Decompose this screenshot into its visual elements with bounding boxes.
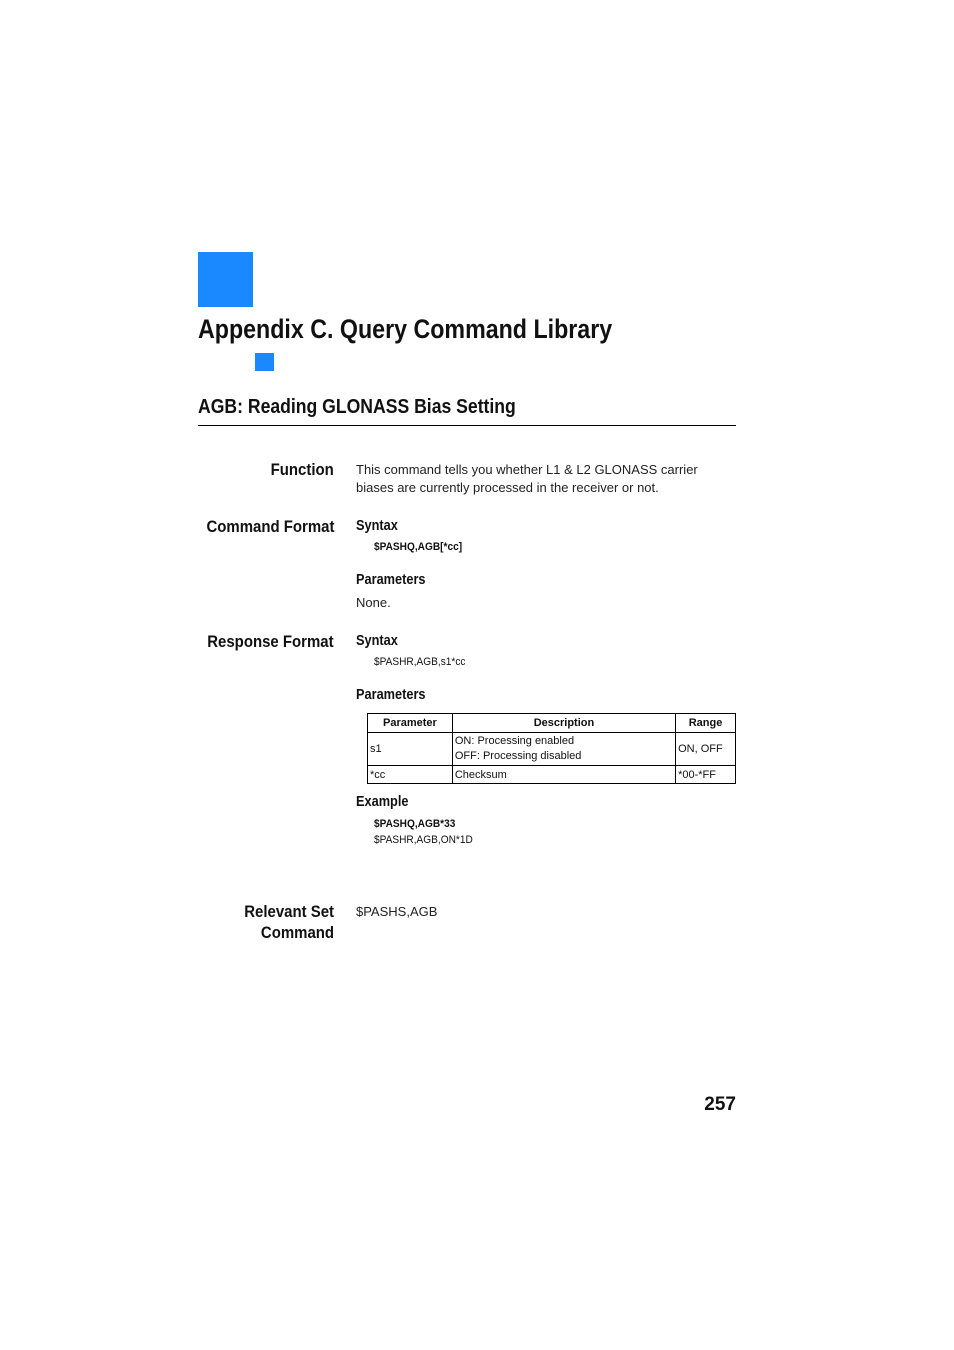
relevant-set-label <box>244 901 334 943</box>
cell-description <box>452 733 675 766</box>
cell-range: *00-*FF <box>676 766 736 784</box>
description-line: OFF: Processing disabled <box>454 750 582 762</box>
chapter-marker-large <box>198 252 253 307</box>
command-syntax: $PASHQ,AGB[*cc] <box>374 541 463 553</box>
column-header-range: Range <box>676 714 736 733</box>
section-divider <box>198 425 736 426</box>
function-text-line: This command tells you whether L1 & L2 GLONASS carrier <box>356 462 698 477</box>
parameters-table <box>367 713 736 784</box>
cell-parameter: s1 <box>368 733 453 766</box>
cell-range: ON, OFF <box>676 733 736 766</box>
response-syntax-heading: Syntax <box>356 633 398 649</box>
cell-parameter: *cc <box>368 766 453 784</box>
function-label: Function <box>270 460 334 479</box>
table-row <box>368 733 736 766</box>
table-row <box>368 766 736 784</box>
command-format-label: Command Format <box>205 517 334 536</box>
command-parameters-heading: Parameters <box>356 572 426 588</box>
command-syntax-heading: Syntax <box>356 518 398 534</box>
function-text <box>356 461 698 497</box>
function-text-line: biases are currently processed in the receiver or not. <box>356 480 659 495</box>
section-title: AGB: Reading GLONASS Bias Setting <box>198 396 516 418</box>
column-header-description: Description <box>452 714 675 733</box>
table-header-row <box>368 714 736 733</box>
command-parameters-text: None. <box>356 595 391 610</box>
page-number: 257 <box>704 1094 736 1115</box>
description-line: ON: Processing enabled <box>454 735 575 747</box>
response-parameters-heading: Parameters <box>356 687 426 703</box>
response-format-label: Response Format <box>207 632 334 651</box>
example-heading: Example <box>356 794 409 810</box>
column-header-parameter: Parameter <box>368 714 453 733</box>
example-response: $PASHR,AGB,ON*1D <box>374 834 473 846</box>
relevant-set-value: $PASHS,AGB <box>356 904 438 919</box>
chapter-marker-small <box>255 353 274 371</box>
chapter-title: Appendix C. Query Command Library <box>198 314 613 344</box>
example-query: $PASHQ,AGB*33 <box>374 818 456 830</box>
relevant-set-label-line: Command <box>260 923 334 942</box>
relevant-set-label-line: Relevant Set <box>244 902 334 921</box>
response-syntax: $PASHR,AGB,s1*cc <box>374 656 466 668</box>
cell-description: Checksum <box>452 766 675 784</box>
